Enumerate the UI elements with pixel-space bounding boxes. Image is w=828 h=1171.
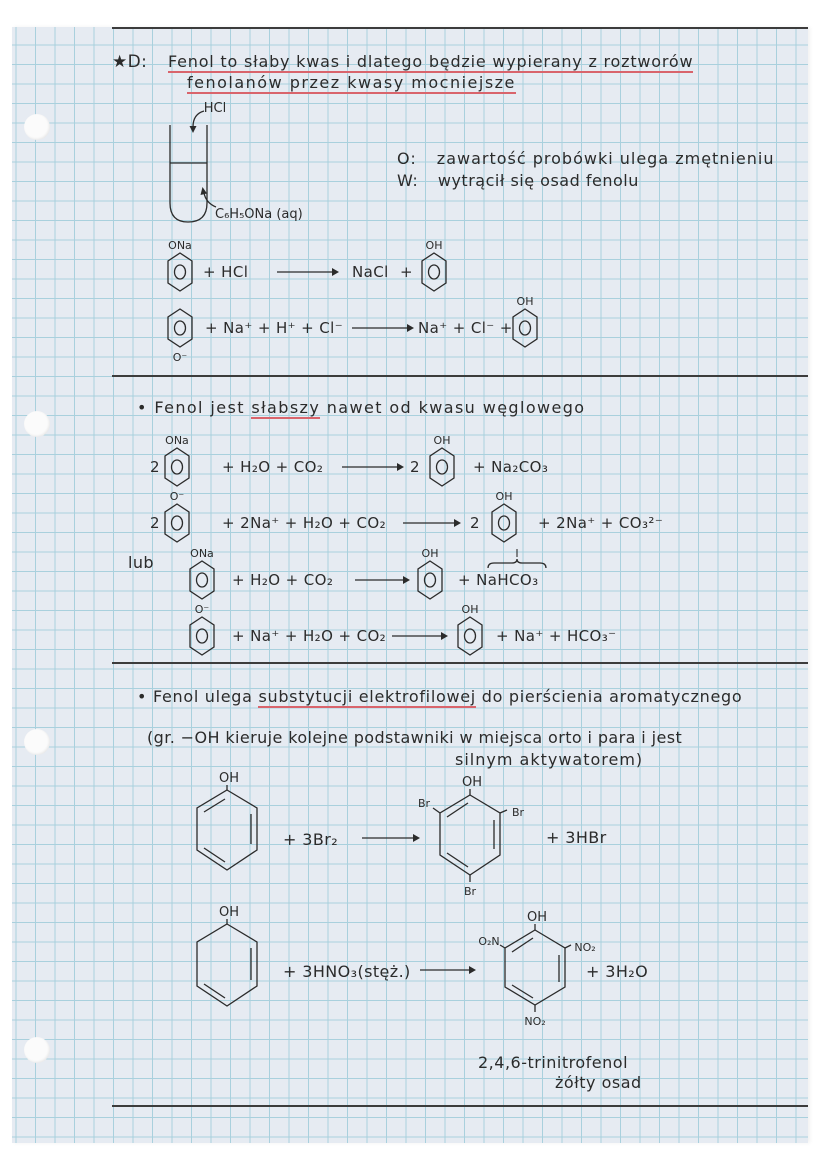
star-icon: ★ [112,52,128,72]
svg-text:OH: OH [461,603,479,616]
phenol-ring [453,602,487,660]
product-note: żółty osad [555,1073,642,1092]
reaction-arrow [342,462,404,472]
svg-text:OH: OH [526,910,548,925]
svg-text:O⁻: O⁻ [194,603,210,616]
phenol-kekule-structure [190,902,265,1014]
phenol-ring [413,546,447,604]
text-after: do pierścienia aromatycznego [475,687,743,706]
eq4-coef: 2 [150,514,160,532]
conclusion-text: wytrącił się osad fenolu [437,171,639,190]
text-before: Fenol ulega [152,687,259,706]
reaction-arrow [420,965,476,975]
test-tube-diagram [160,95,380,230]
solution-arrow [204,193,216,207]
bromination-byproduct: + 3HBr [546,828,607,847]
eq4-reagents: + 2Na⁺ + H₂O + CO₂ [222,514,387,532]
text-before: Fenol jest [154,398,252,417]
nitration-byproduct: + 3H₂O [586,962,649,981]
svg-text:Br: Br [417,797,431,810]
hcl-arrowhead [190,126,197,133]
eq6-reagents: + Na⁺ + H₂O + CO₂ [232,627,387,645]
tribromophenol-structure [405,765,540,905]
section-d-heading [112,53,147,71]
bullet: • [137,398,148,417]
title-line-2-text: fenolanów przez kwasy mocniejsze [187,73,516,92]
hcl-label: HCl [203,101,227,116]
eq2-reagents: + Na⁺ + H⁺ + Cl⁻ [205,319,344,337]
bromine-reagent: + 3Br₂ [283,830,339,849]
svg-text:OH: OH [218,905,240,920]
eq1-reagent: + HCl [203,263,249,281]
svg-text:OH: OH [218,771,240,786]
substitution-bullet-text [137,688,742,706]
solution-arrowhead [201,187,208,195]
punch-hole [24,729,50,755]
svg-text:Br: Br [463,885,477,898]
sodium-phenolate-ring [185,546,219,604]
test-tube-outline [170,125,207,222]
eq3-products: + Na₂CO₃ [473,458,549,476]
title-line-1 [168,53,693,71]
svg-text:NO₂: NO₂ [524,1015,546,1028]
or-label: lub [128,553,154,572]
sodium-phenolate-ring [160,433,194,491]
divider-bottom [112,1105,808,1107]
svg-text:OH: OH [516,295,534,308]
eq4-coef-product: 2 [470,514,480,532]
bullet: • [137,687,148,706]
reaction-arrow [403,518,461,528]
svg-text:O⁻: O⁻ [172,351,188,364]
sodium-phenolate-ring [163,238,197,296]
punch-hole [24,114,50,140]
reaction-arrow [355,575,410,585]
svg-text:O₂N: O₂N [478,935,500,948]
sodium-bicarbonate: NaHCO₃ [476,571,539,589]
reaction-arrow [352,323,414,333]
phenol-ring [487,489,521,547]
observation-text: zawartość probówki ulega zmętnieniu [436,149,775,168]
reaction-arrow [277,267,339,277]
eq3-reagents: + H₂O + CO₂ [222,458,324,476]
svg-text:NO₂: NO₂ [574,941,596,954]
observation [397,150,774,168]
eq2-products: Na⁺ + Cl⁻ + [418,319,513,337]
svg-text:OH: OH [433,434,451,447]
phenolate-ion-ring [163,307,197,367]
note-line-1: (gr. −OH kieruje kolejne podstawniki w miejsca orto i para i jest [147,728,683,747]
phenol-ring [425,433,459,491]
phenol-ring [417,238,451,296]
title-line-1-text: Fenol to słaby kwas i dlatego będzie wypierany z roztworów [168,52,694,71]
underlined-term: substytucji elektrofilowej [258,687,476,706]
svg-text:ONa: ONa [165,434,189,447]
svg-text:ONa: ONa [168,239,192,252]
eq3-coef-product: 2 [410,458,420,476]
phenol-kekule-structure [190,770,265,880]
phenolate-ion-ring [185,602,219,660]
eq3-coef: 2 [150,458,160,476]
nitric-acid-reagent: + 3HNO₃(stęż.) [283,962,411,981]
reaction-arrow [392,631,448,641]
svg-text:OH: OH [495,490,513,503]
svg-text:ONa: ONa [190,547,214,560]
divider-top [112,27,808,29]
svg-text:OH: OH [421,547,439,560]
observation-label: O: [397,149,417,168]
divider-section-1 [112,375,808,377]
svg-text:OH: OH [425,239,443,252]
plus: + [458,571,471,589]
divider-section-2 [112,662,808,664]
brace-over-nahco3 [486,548,548,572]
eq6-products: + Na⁺ + HCO₃⁻ [496,627,617,645]
conclusion [397,172,639,190]
section-label: D: [127,52,148,72]
text-after: nawet od kwasu węglowego [320,398,586,417]
sodium-phenolate-label: C₆H₅ONa (aq) [215,207,303,222]
product-name: 2,4,6-trinitrofenol [478,1053,629,1072]
punch-hole [24,1037,50,1063]
hcl-arrow [193,111,204,127]
carbonic-bullet-text [137,399,586,417]
eq1-product: NaCl [352,263,389,281]
svg-text:I: I [515,547,519,560]
eq1-plus: + [400,263,413,281]
phenol-ring [508,294,542,352]
svg-text:O⁻: O⁻ [169,490,185,503]
conclusion-label: W: [397,171,419,190]
punch-hole [24,411,50,437]
phenolate-ion-ring [160,489,194,547]
eq5-products [458,570,539,590]
eq5-reagents: + H₂O + CO₂ [232,571,334,589]
svg-text:OH: OH [461,775,483,790]
eq4-products: + 2Na⁺ + CO₃²⁻ [538,514,664,532]
note-line-2: silnym aktywatorem) [455,750,644,769]
title-line-2 [187,74,516,92]
underlined-term: słabszy [251,398,321,417]
svg-text:Br: Br [511,806,525,819]
